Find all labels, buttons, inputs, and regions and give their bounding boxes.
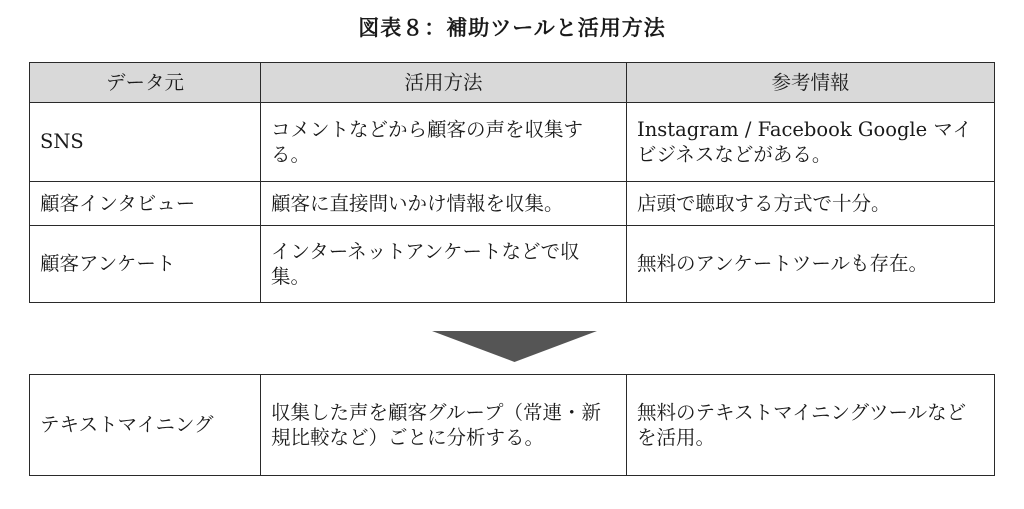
figure-title: 図表８：補助ツールと活用方法 (358, 16, 666, 40)
cell-reference: 無料のアンケートツールも存在。 (627, 226, 995, 303)
cell-source: 顧客インタビュー (30, 182, 261, 226)
cell-source: SNS (30, 103, 261, 182)
table-row (30, 182, 995, 226)
table-row (30, 103, 995, 182)
cell-reference: 無料のテキストマイニングツールなどを活用。 (627, 375, 995, 476)
table-row (30, 375, 995, 476)
cell-reference: Instagram / Facebook Google マイビジネスなどがある。 (627, 103, 995, 182)
header-data-source: データ元 (30, 63, 261, 103)
cell-source: 顧客アンケート (30, 226, 261, 303)
tool-usage-table (29, 62, 995, 303)
table-header-row (30, 63, 995, 103)
cell-usage: コメントなどから顧客の声を収集する。 (261, 103, 627, 182)
cell-usage: インターネットアンケートなどで収集。 (261, 226, 627, 303)
cell-reference: 店頭で聴取する方式で十分。 (627, 182, 995, 226)
cell-source: テキストマイニング (30, 375, 261, 476)
header-usage-method: 活用方法 (261, 63, 627, 103)
header-reference-info: 参考情報 (627, 63, 995, 103)
table-row (30, 226, 995, 303)
analysis-table (29, 374, 995, 476)
cell-usage: 収集した声を顧客グループ（常連・新規比較など）ごとに分析する。 (261, 375, 627, 476)
down-arrow-icon (432, 331, 597, 362)
cell-usage: 顧客に直接問いかけ情報を収集。 (261, 182, 627, 226)
